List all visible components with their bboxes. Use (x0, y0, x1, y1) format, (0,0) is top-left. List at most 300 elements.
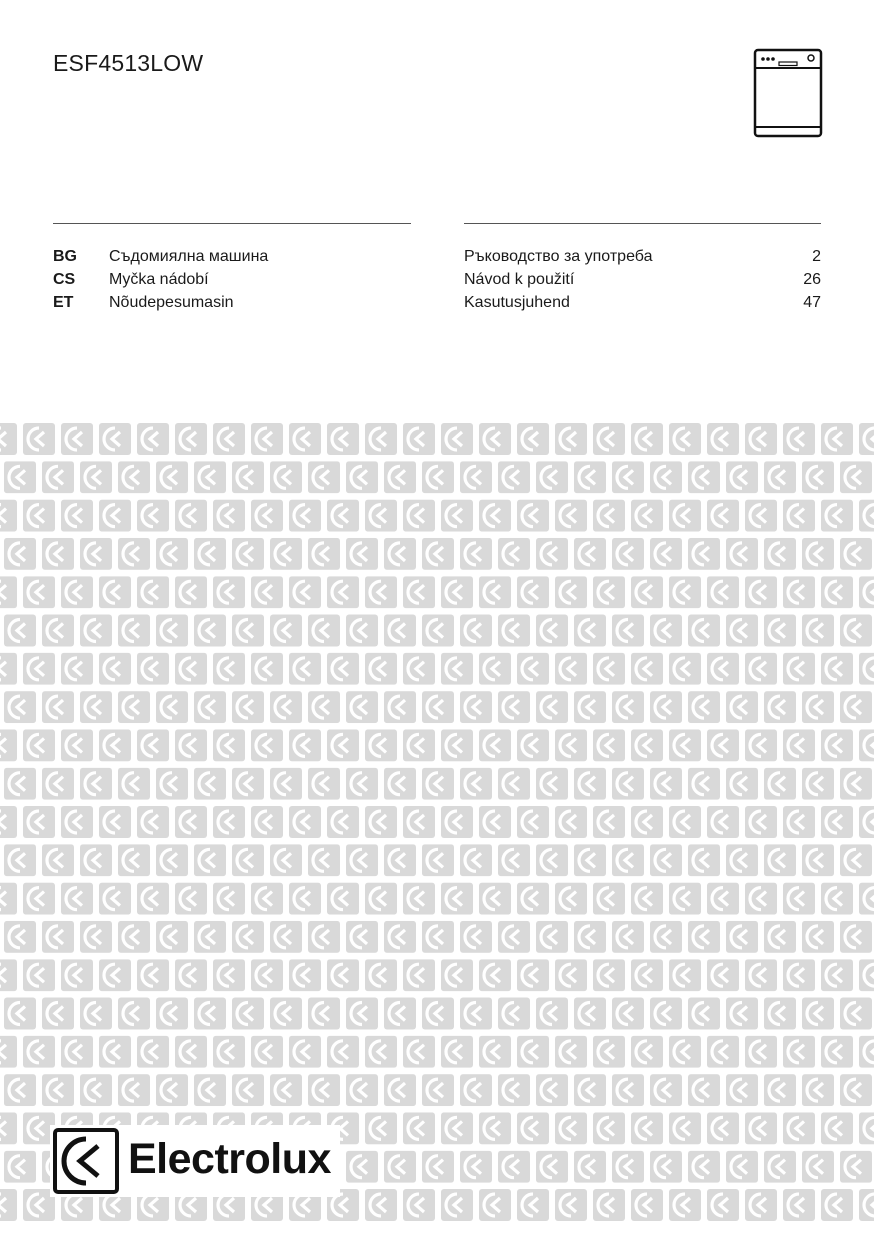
pattern-tile (859, 1189, 874, 1221)
pattern-tile (61, 959, 93, 991)
pattern-tile (460, 921, 492, 953)
pattern-tile (840, 921, 872, 953)
pattern-tile (517, 1112, 549, 1144)
pattern-tile (289, 423, 321, 455)
pattern-tile (137, 959, 169, 991)
pattern-tile (479, 1189, 511, 1221)
pattern-tile (422, 844, 454, 876)
pattern-tile (270, 615, 302, 647)
pattern-tile (631, 576, 663, 608)
pattern-tile (593, 1112, 625, 1144)
pattern-tile (669, 883, 701, 915)
pattern-tile (99, 1036, 131, 1068)
pattern-tile (365, 1189, 397, 1221)
pattern-tile (137, 423, 169, 455)
manual-title: Ръководство за употреба (464, 248, 653, 265)
pattern-tile (4, 691, 36, 723)
pattern-tile (270, 538, 302, 570)
pattern-tile (859, 653, 874, 685)
pattern-tile (270, 1074, 302, 1106)
pattern-tile (745, 1112, 777, 1144)
pattern-tile (156, 921, 188, 953)
pattern-tile (118, 538, 150, 570)
pattern-tile (365, 500, 397, 532)
pattern-tile (498, 921, 530, 953)
pattern-tile (536, 691, 568, 723)
pattern-tile (745, 959, 777, 991)
brand-name: Electrolux (128, 1135, 331, 1183)
pattern-tile (574, 615, 606, 647)
pattern-tile (669, 1112, 701, 1144)
page-number: 26 (803, 271, 821, 288)
pattern-tile (479, 500, 511, 532)
pattern-tile (365, 729, 397, 761)
pattern-tile (536, 1151, 568, 1183)
pattern-tile (384, 691, 416, 723)
pattern-tile (555, 423, 587, 455)
pattern-tile (764, 461, 796, 493)
pattern-tile (441, 1189, 473, 1221)
pattern-tile (498, 768, 530, 800)
pattern-tile (42, 998, 74, 1030)
pattern-tile (80, 768, 112, 800)
pattern-tile (213, 423, 245, 455)
pattern-tile (479, 729, 511, 761)
pattern-tile (327, 1036, 359, 1068)
pattern-tile (707, 883, 739, 915)
pattern-tile (479, 1036, 511, 1068)
pattern-tile (688, 768, 720, 800)
pattern-tile (137, 1036, 169, 1068)
pattern-tile (4, 921, 36, 953)
pattern-tile (726, 768, 758, 800)
pattern-tile (42, 844, 74, 876)
page-number: 2 (812, 248, 821, 265)
pattern-tile (536, 998, 568, 1030)
pattern-tile (745, 1036, 777, 1068)
pattern-tile (707, 1112, 739, 1144)
pattern-tile (80, 615, 112, 647)
pattern-tile (42, 615, 74, 647)
pattern-tile (479, 653, 511, 685)
pattern-tile (688, 538, 720, 570)
pattern-tile (555, 1189, 587, 1221)
pattern-tile (555, 729, 587, 761)
pattern-tile (99, 806, 131, 838)
pattern-tile (783, 576, 815, 608)
pattern-tile (365, 1112, 397, 1144)
pattern-tile (764, 1074, 796, 1106)
pattern-tile (4, 538, 36, 570)
pattern-tile (593, 806, 625, 838)
pattern-tile (593, 729, 625, 761)
pattern-tile (536, 1074, 568, 1106)
pattern-tile (289, 1036, 321, 1068)
pattern-tile (194, 615, 226, 647)
pattern-tile (346, 615, 378, 647)
pattern-tile (403, 423, 435, 455)
pattern-tile (802, 998, 834, 1030)
pattern-tile (707, 1189, 739, 1221)
pattern-tile (859, 729, 874, 761)
pattern-tile (232, 1074, 264, 1106)
pattern-tile (308, 538, 340, 570)
pattern-tile (479, 806, 511, 838)
pattern-tile (403, 653, 435, 685)
pattern-tile (346, 691, 378, 723)
pattern-tile (460, 615, 492, 647)
pattern-tile (99, 653, 131, 685)
pattern-tile (669, 653, 701, 685)
pattern-tile (232, 768, 264, 800)
pattern-tile (308, 998, 340, 1030)
pattern-tile (612, 615, 644, 647)
pattern-tile (308, 615, 340, 647)
pattern-tile (422, 768, 454, 800)
pattern-tile (0, 806, 17, 838)
pattern-tile (156, 538, 188, 570)
pattern-tile (726, 538, 758, 570)
pattern-tile (0, 423, 17, 455)
pattern-tile (650, 998, 682, 1030)
pattern-tile (194, 844, 226, 876)
pattern-tile (251, 959, 283, 991)
pattern-tile (479, 883, 511, 915)
pattern-tile (821, 729, 853, 761)
pattern-tile (422, 1151, 454, 1183)
pattern-tile (764, 844, 796, 876)
pattern-tile (707, 1036, 739, 1068)
pattern-tile (688, 844, 720, 876)
pattern-tile (783, 423, 815, 455)
pattern-tile (327, 959, 359, 991)
pattern-tile (517, 729, 549, 761)
pattern-tile (441, 500, 473, 532)
pattern-tile (137, 729, 169, 761)
pattern-tile (118, 921, 150, 953)
pattern-tile (403, 1036, 435, 1068)
pattern-tile (536, 461, 568, 493)
pattern-tile (23, 1036, 55, 1068)
pattern-tile (137, 576, 169, 608)
pattern-tile (403, 576, 435, 608)
pattern-tile (422, 461, 454, 493)
pattern-tile (99, 729, 131, 761)
pattern-tile (42, 1074, 74, 1106)
pattern-tile (821, 423, 853, 455)
pattern-tile (574, 1074, 606, 1106)
pattern-tile (498, 1074, 530, 1106)
pattern-tile (802, 615, 834, 647)
pattern-tile (669, 806, 701, 838)
pattern-tile (23, 806, 55, 838)
pattern-tile (251, 423, 283, 455)
pattern-tile (555, 1036, 587, 1068)
pattern-tile (289, 576, 321, 608)
pattern-tile (574, 998, 606, 1030)
pattern-tile (517, 806, 549, 838)
pattern-tile (422, 538, 454, 570)
pattern-tile (593, 883, 625, 915)
pattern-tile (441, 883, 473, 915)
pattern-tile (745, 653, 777, 685)
language-code: BG (53, 248, 77, 265)
pattern-tile (403, 1112, 435, 1144)
pattern-tile (0, 959, 17, 991)
pattern-tile (175, 1036, 207, 1068)
pattern-tile (422, 1074, 454, 1106)
manual-title: Kasutusjuhend (464, 294, 570, 311)
pattern-tile (61, 576, 93, 608)
pattern-tile (840, 1074, 872, 1106)
pattern-tile (251, 883, 283, 915)
pattern-tile (251, 729, 283, 761)
pattern-tile (42, 538, 74, 570)
pattern-tile (308, 1074, 340, 1106)
pattern-tile (441, 653, 473, 685)
pattern-tile (536, 844, 568, 876)
pattern-tile (688, 998, 720, 1030)
pattern-tile (384, 1151, 416, 1183)
pattern-tile (859, 1036, 874, 1068)
pattern-tile (194, 538, 226, 570)
pattern-tile (289, 883, 321, 915)
pattern-tile (213, 959, 245, 991)
pattern-tile (688, 921, 720, 953)
pattern-tile (555, 576, 587, 608)
pattern-tile (4, 1074, 36, 1106)
pattern-tile (631, 729, 663, 761)
pattern-tile (593, 959, 625, 991)
pattern-tile (61, 653, 93, 685)
pattern-tile (612, 691, 644, 723)
pattern-tile (745, 729, 777, 761)
pattern-tile (802, 1151, 834, 1183)
pattern-tile (460, 461, 492, 493)
pattern-tile (365, 959, 397, 991)
pattern-tile (346, 921, 378, 953)
pattern-tile (764, 998, 796, 1030)
pattern-tile (403, 729, 435, 761)
pattern-tile (593, 576, 625, 608)
pattern-tile (726, 1151, 758, 1183)
pattern-tile (308, 921, 340, 953)
pattern-tile (289, 500, 321, 532)
pattern-tile (270, 691, 302, 723)
pattern-tile (764, 1151, 796, 1183)
pattern-tile (745, 1189, 777, 1221)
pattern-tile (707, 959, 739, 991)
pattern-tile (650, 538, 682, 570)
pattern-tile (612, 768, 644, 800)
pattern-tile (783, 806, 815, 838)
pattern-tile (118, 998, 150, 1030)
pattern-tile (726, 844, 758, 876)
pattern-tile (289, 806, 321, 838)
pattern-tile (669, 959, 701, 991)
pattern-tile (4, 998, 36, 1030)
pattern-tile (0, 729, 17, 761)
pattern-tile (251, 806, 283, 838)
pattern-tile (194, 998, 226, 1030)
pattern-tile (802, 1074, 834, 1106)
pattern-tile (156, 844, 188, 876)
pattern-tile (802, 538, 834, 570)
pattern-tile (631, 423, 663, 455)
pattern-tile (0, 1189, 17, 1221)
pattern-tile (650, 461, 682, 493)
pattern-tile (4, 1151, 36, 1183)
pattern-tile (0, 883, 17, 915)
pattern-tile (631, 1036, 663, 1068)
pattern-tile (175, 500, 207, 532)
pattern-tile (612, 998, 644, 1030)
pattern-tile (669, 576, 701, 608)
pattern-tile (23, 729, 55, 761)
pattern-tile (555, 653, 587, 685)
pattern-tile (137, 806, 169, 838)
pattern-tile (118, 844, 150, 876)
pattern-tile (213, 576, 245, 608)
pattern-tile (327, 576, 359, 608)
pattern-tile (821, 1036, 853, 1068)
pattern-tile (156, 615, 188, 647)
pattern-tile (308, 461, 340, 493)
pattern-tile (745, 423, 777, 455)
pattern-tile (726, 691, 758, 723)
pattern-tile (42, 691, 74, 723)
pattern-tile (80, 1074, 112, 1106)
pattern-tile (688, 461, 720, 493)
pattern-tile (422, 998, 454, 1030)
pattern-tile (840, 844, 872, 876)
pattern-tile (80, 998, 112, 1030)
pattern-tile (251, 576, 283, 608)
language-row-bg[interactable] (53, 245, 821, 268)
pattern-tile (365, 653, 397, 685)
pattern-tile (517, 653, 549, 685)
pattern-tile (859, 500, 874, 532)
pattern-tile (0, 500, 17, 532)
pattern-tile (156, 1074, 188, 1106)
pattern-tile (384, 768, 416, 800)
pattern-tile (688, 1074, 720, 1106)
pattern-tile (232, 538, 264, 570)
pattern-tile (517, 959, 549, 991)
pattern-tile (574, 538, 606, 570)
pattern-tile (764, 768, 796, 800)
pattern-tile (802, 844, 834, 876)
pattern-tile (726, 921, 758, 953)
pattern-tile (175, 959, 207, 991)
pattern-tile (118, 768, 150, 800)
pattern-tile (669, 1189, 701, 1221)
pattern-tile (764, 921, 796, 953)
pattern-tile (612, 844, 644, 876)
pattern-tile (783, 1036, 815, 1068)
pattern-tile (346, 844, 378, 876)
pattern-tile (441, 1036, 473, 1068)
pattern-tile (574, 1151, 606, 1183)
pattern-tile (631, 500, 663, 532)
product-name: Съдомиялна машина (109, 248, 269, 265)
pattern-tile (0, 576, 17, 608)
pattern-tile (327, 423, 359, 455)
pattern-tile (460, 1151, 492, 1183)
pattern-tile (232, 844, 264, 876)
pattern-tile (612, 538, 644, 570)
language-row-et[interactable] (53, 291, 821, 314)
pattern-tile (346, 998, 378, 1030)
pattern-tile (745, 576, 777, 608)
pattern-tile (707, 500, 739, 532)
pattern-tile (422, 615, 454, 647)
pattern-tile (99, 883, 131, 915)
pattern-tile (650, 921, 682, 953)
divider-right (464, 223, 821, 224)
divider-left (53, 223, 411, 224)
pattern-tile (498, 538, 530, 570)
pattern-tile (441, 576, 473, 608)
language-row-cs[interactable] (53, 268, 821, 291)
pattern-tile (42, 921, 74, 953)
pattern-tile (23, 500, 55, 532)
pattern-tile (840, 768, 872, 800)
pattern-tile (707, 576, 739, 608)
pattern-tile (346, 768, 378, 800)
pattern-tile (403, 806, 435, 838)
pattern-tile (821, 653, 853, 685)
pattern-tile (460, 691, 492, 723)
pattern-tile (707, 653, 739, 685)
pattern-tile (384, 538, 416, 570)
pattern-tile (688, 615, 720, 647)
pattern-tile (251, 500, 283, 532)
pattern-tile (194, 1074, 226, 1106)
pattern-tile (517, 423, 549, 455)
pattern-tile (840, 1151, 872, 1183)
pattern-tile (346, 1074, 378, 1106)
pattern-tile (213, 653, 245, 685)
pattern-tile (156, 998, 188, 1030)
pattern-tile (346, 538, 378, 570)
pattern-tile (669, 729, 701, 761)
pattern-tile (232, 921, 264, 953)
pattern-tile (669, 1036, 701, 1068)
pattern-tile (61, 1036, 93, 1068)
pattern-tile (821, 576, 853, 608)
pattern-tile (631, 653, 663, 685)
pattern-tile (156, 461, 188, 493)
pattern-tile (4, 461, 36, 493)
pattern-tile (726, 998, 758, 1030)
pattern-tile (289, 653, 321, 685)
pattern-tile (213, 883, 245, 915)
pattern-tile (270, 998, 302, 1030)
pattern-tile (593, 500, 625, 532)
pattern-tile (251, 653, 283, 685)
pattern-tile (631, 883, 663, 915)
pattern-tile (498, 1151, 530, 1183)
pattern-tile (175, 883, 207, 915)
page-number: 47 (803, 294, 821, 311)
pattern-tile (783, 1189, 815, 1221)
pattern-tile (783, 883, 815, 915)
pattern-tile (574, 768, 606, 800)
pattern-tile (517, 883, 549, 915)
model-number: ESF4513LOW (53, 50, 204, 76)
pattern-tile (650, 1074, 682, 1106)
